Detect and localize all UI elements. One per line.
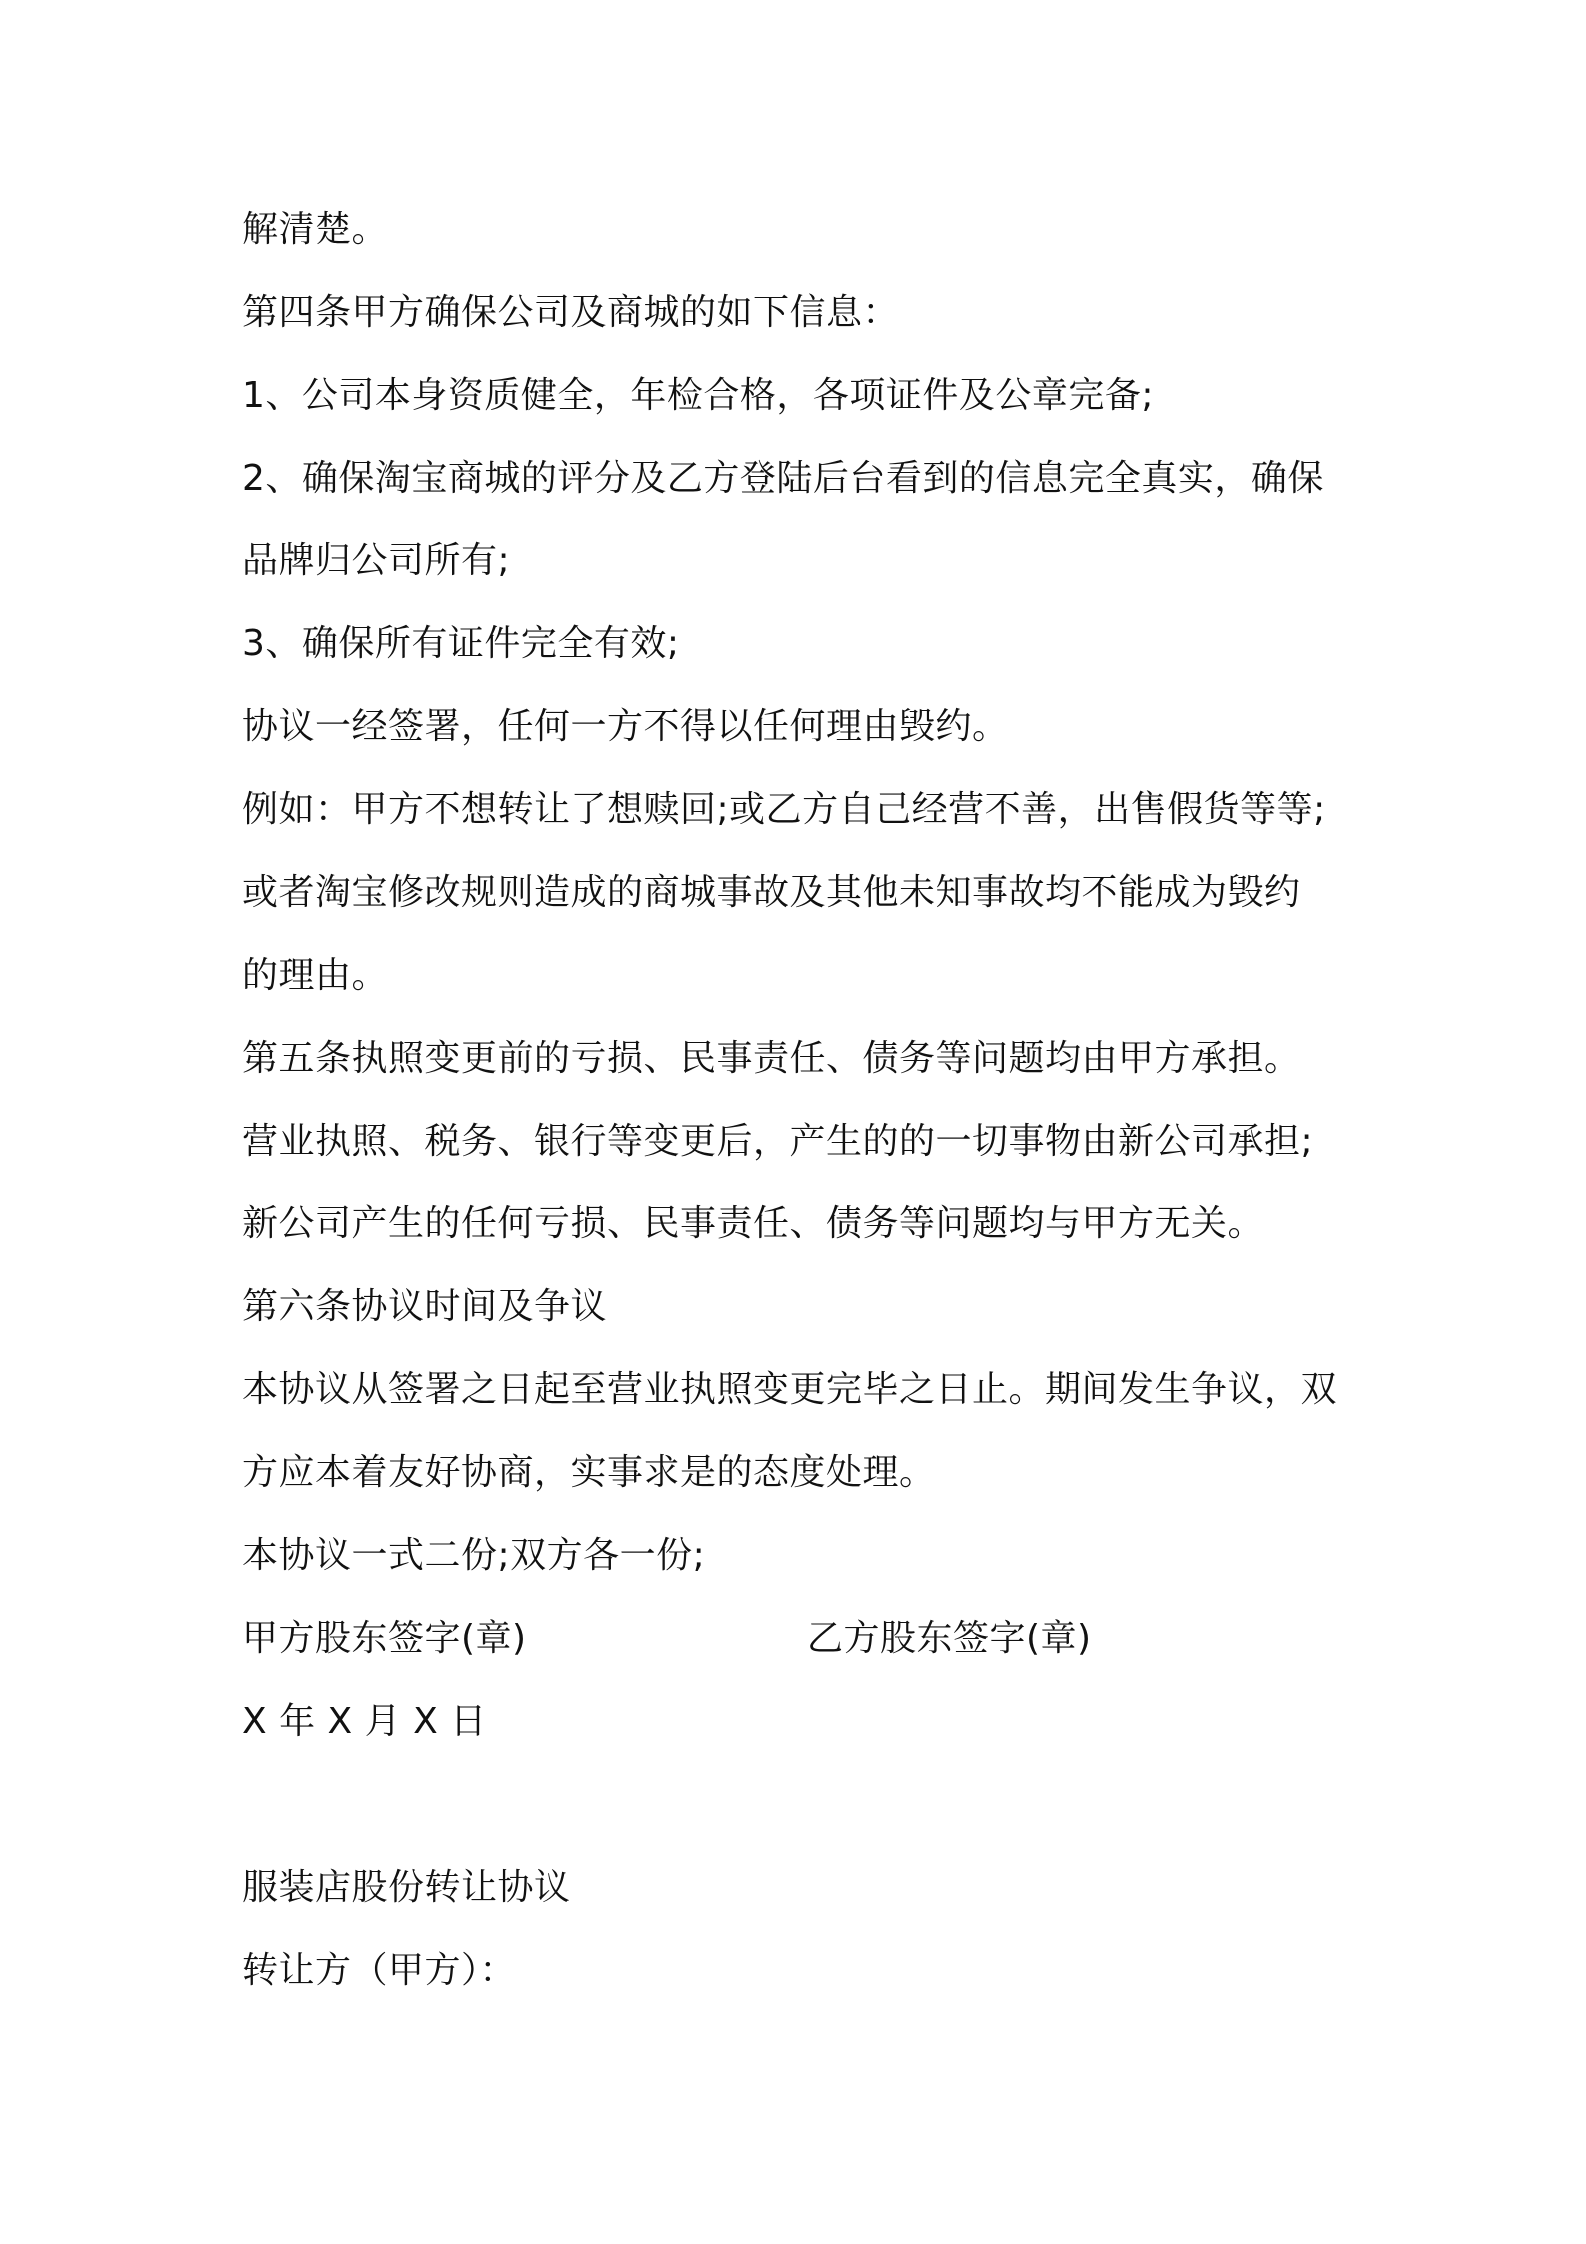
paragraph-line: 本协议一式二份;双方各一份; (242, 1535, 706, 1576)
article-four-heading: 第四条甲方确保公司及商城的如下信息： (242, 292, 900, 333)
paragraph-line: 解清楚。 (242, 209, 389, 250)
list-item-2: 2、确保淘宝商城的评分及乙方登陆后台看到的信息完全真实，确保 (242, 458, 1324, 499)
transferor-label: 转让方（甲方）： (242, 1950, 517, 1991)
list-item-2-continued: 品牌归公司所有; (242, 540, 511, 581)
article-five-heading: 第五条执照变更前的亏损、民事责任、债务等问题均由甲方承担。 (242, 1038, 1301, 1079)
next-document-title: 服装店股份转让协议 (242, 1867, 571, 1908)
paragraph-line: 或者淘宝修改规则造成的商城事故及其他未知事故均不能成为毁约 (242, 872, 1301, 913)
paragraph-line: 方应本着友好协商，实事求是的态度处理。 (242, 1452, 936, 1493)
paragraph-line: 新公司产生的任何亏损、民事责任、债务等问题均与甲方无关。 (242, 1203, 1265, 1244)
paragraph-line: 例如：甲方不想转让了想赎回;或乙方自己经营不善，出售假货等等; (242, 789, 1326, 830)
paragraph-line: 的理由。 (242, 955, 389, 996)
signature-party-a: 甲方股东签字(章) (242, 1618, 527, 1659)
paragraph-line: 协议一经签署，任何一方不得以任何理由毁约。 (242, 706, 1009, 747)
list-item-1: 1、公司本身资质健全，年检合格，各项证件及公章完备; (242, 375, 1155, 416)
paragraph-line: 本协议从签署之日起至营业执照变更完毕之日止。期间发生争议，双 (242, 1369, 1338, 1410)
signature-party-b: 乙方股东签字(章) (807, 1618, 1092, 1659)
list-item-3: 3、确保所有证件完全有效; (242, 623, 680, 664)
date-line: X 年 X 月 X 日 (242, 1701, 487, 1742)
paragraph-line: 营业执照、税务、银行等变更后，产生的的一切事物由新公司承担; (242, 1121, 1314, 1162)
article-six-heading: 第六条协议时间及争议 (242, 1286, 608, 1327)
